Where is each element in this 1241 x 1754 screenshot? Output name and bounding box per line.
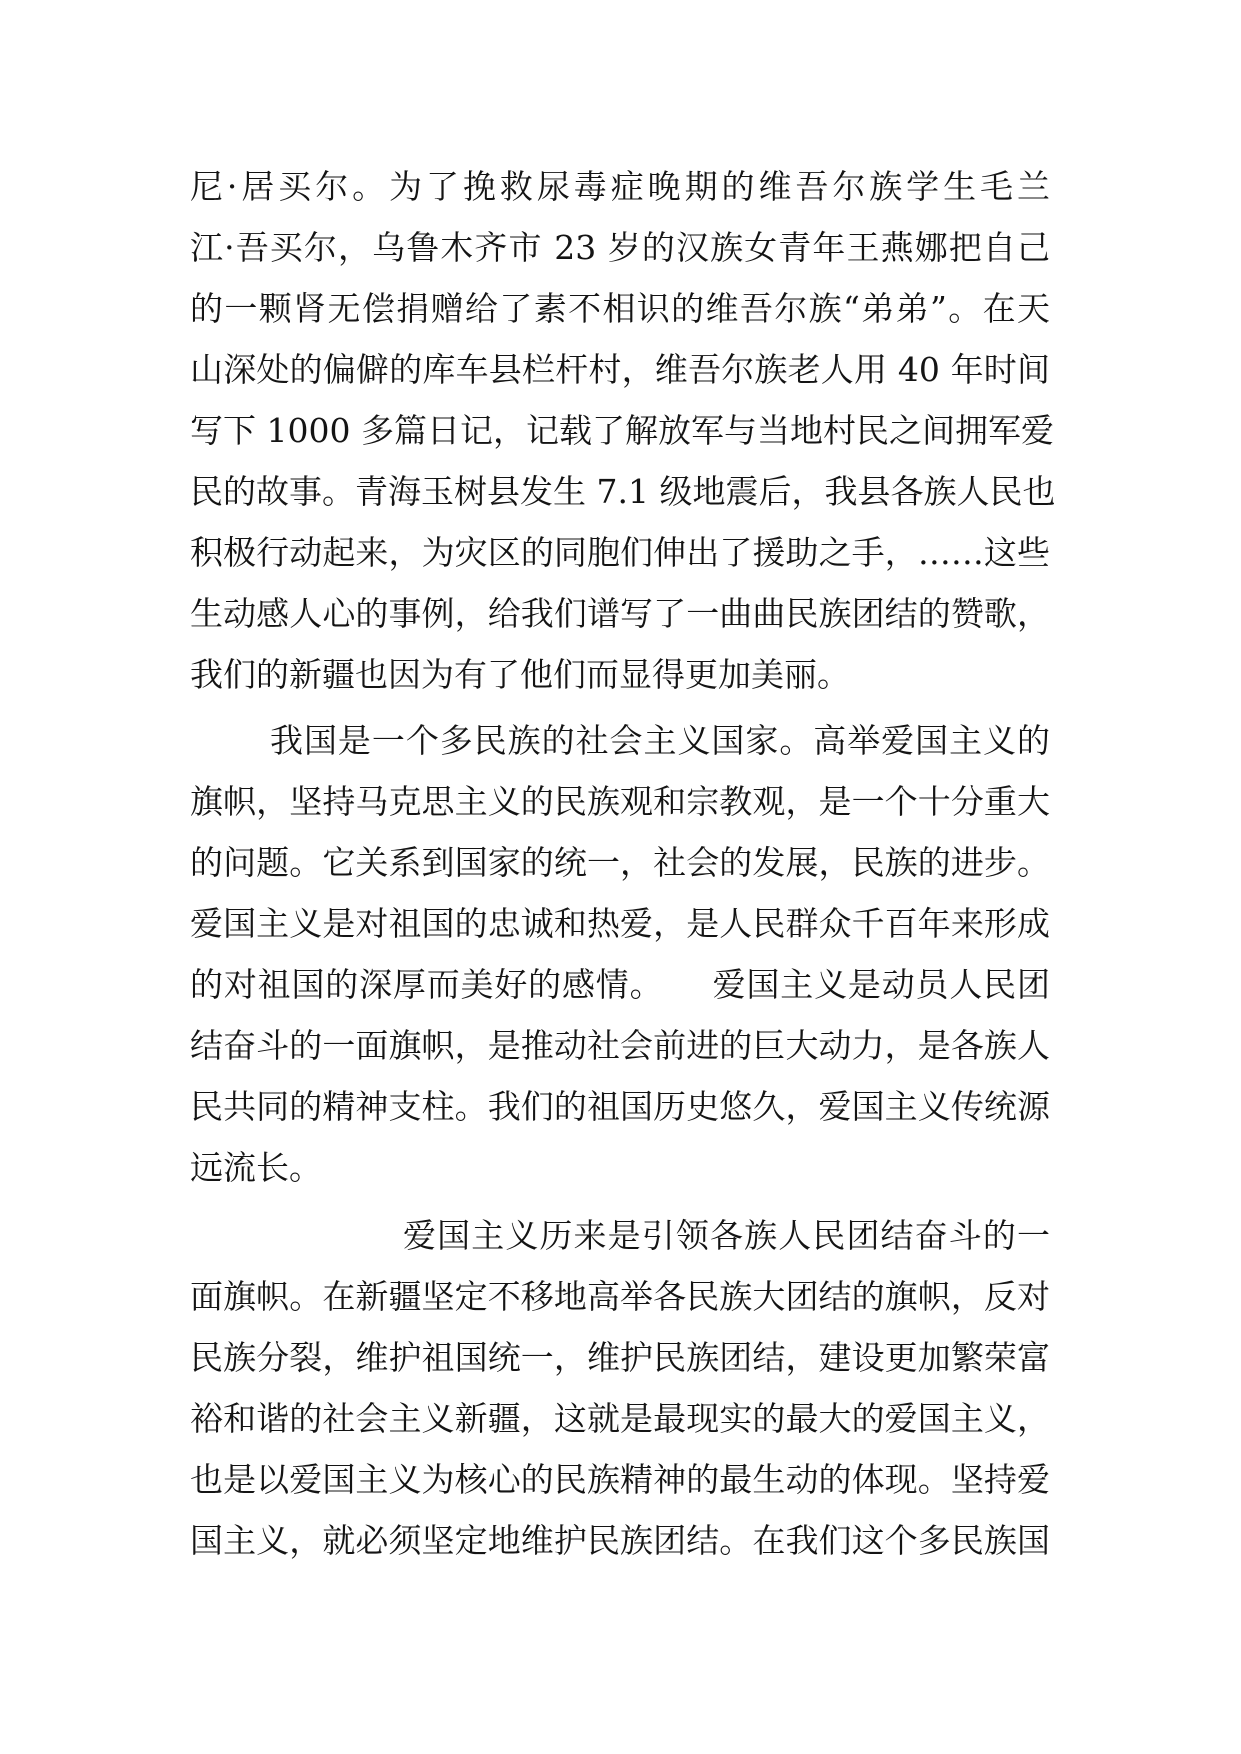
- text-line: 的对祖国的深厚而美好的感情。 爱国主义是动员人民团: [190, 965, 1050, 1004]
- text-line: 裕和谐的社会主义新疆，这就是最现实的最大的爱国主义，: [190, 1399, 1050, 1438]
- paragraph-first-line: 爱国主义历来是引领各族人民团结奋斗的一: [403, 1216, 1050, 1255]
- text-line: 也是以爱国主义为核心的民族精神的最生动的体现。坚持爱: [190, 1460, 1050, 1499]
- text-line: 面旗帜。在新疆坚定不移地高举各民族大团结的旗帜，反对: [190, 1277, 1050, 1316]
- text-line: 国主义，就必须坚定地维护民族团结。在我们这个多民族国: [190, 1521, 1050, 1560]
- text-line: 民共同的精神支柱。我们的祖国历史悠久，爱国主义传统源: [190, 1087, 1050, 1126]
- text-line: 积极行动起来，为灾区的同胞们伸出了援助之手，……这些: [190, 533, 1050, 572]
- text-line: 生动感人心的事例，给我们谱写了一曲曲民族团结的赞歌，: [190, 594, 1050, 633]
- text-line: 爱国主义是对祖国的忠诚和热爱，是人民群众千百年来形成: [190, 904, 1050, 943]
- text-line: 江·吾买尔，乌鲁木齐市 23 岁的汉族女青年王燕娜把自己: [190, 228, 1050, 267]
- text-line: 旗帜，坚持马克思主义的民族观和宗教观，是一个十分重大: [190, 782, 1050, 821]
- text-line: 远流长。: [190, 1148, 322, 1187]
- text-line: 尼·居买尔。为了挽救尿毒症晚期的维吾尔族学生毛兰: [190, 167, 1050, 206]
- text-line: 结奋斗的一面旗帜，是推动社会前进的巨大动力，是各族人: [190, 1026, 1050, 1065]
- text-line: 的一颗肾无偿捐赠给了素不相识的维吾尔族“弟弟”。在天: [190, 289, 1050, 328]
- text-line: 民的故事。青海玉树县发生 7.1 级地震后，我县各族人民也: [190, 472, 1056, 511]
- text-line: 山深处的偏僻的库车县栏杆村，维吾尔族老人用 40 年时间: [190, 350, 1050, 389]
- text-line: 我们的新疆也因为有了他们而显得更加美丽。: [190, 655, 850, 694]
- text-line: 的问题。它关系到国家的统一，社会的发展，民族的进步。: [190, 843, 1050, 882]
- paragraph-first-line: 我国是一个多民族的社会主义国家。高举爱国主义的: [270, 721, 1050, 760]
- text-line: 写下 1000 多篇日记，记载了解放军与当地村民之间拥军爱: [190, 411, 1054, 450]
- text-line: 民族分裂，维护祖国统一，维护民族团结，建设更加繁荣富: [190, 1338, 1050, 1377]
